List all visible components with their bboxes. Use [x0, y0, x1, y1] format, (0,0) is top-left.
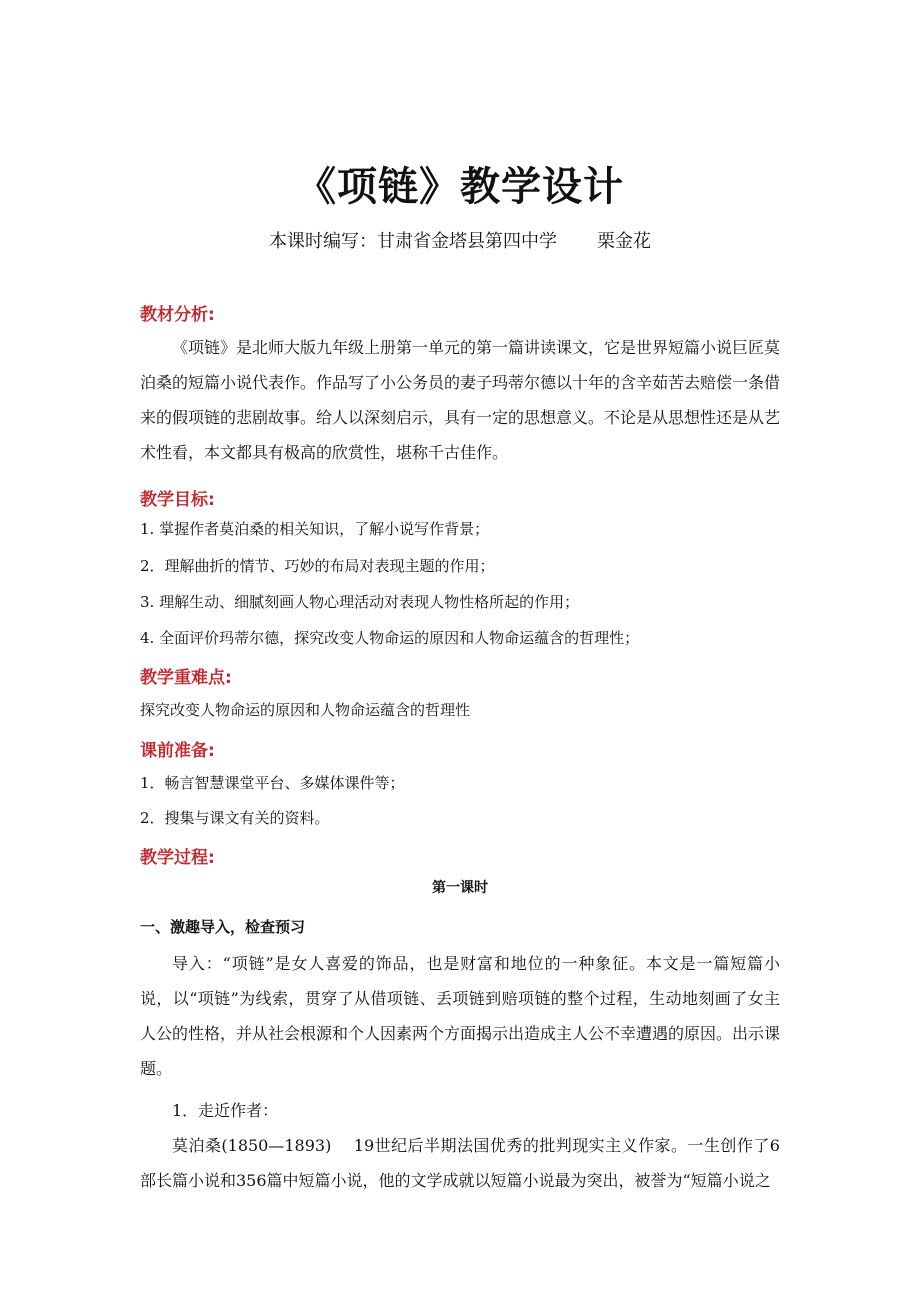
key-points-heading: 教学重难点: — [140, 668, 232, 688]
lesson-label: 第一课时 — [432, 880, 488, 896]
preparation-item: 2．搜集与课文有关的资料。 — [140, 809, 330, 827]
author-line — [0, 227, 920, 253]
goals-heading: 教学目标: — [140, 490, 215, 510]
intro-paragraph: 导入：“项链”是女人喜爱的饰品，也是财富和地位的一种象征。本文是一篇短篇小说，以“项链”为线索，贯穿了从借项链、丢项链到赔项链的整个过程，生动地刻画了女主人公的性格，并从社会根源和个人因素两个方面揭示出造成主人公不幸遭遇的原因。出示课题。 — [140, 954, 781, 1078]
author-school: 本课时编写：甘肃省金塔县第四中学 — [269, 231, 557, 252]
goal-item: 1. 掌握作者莫泊桑的相关知识，了解小说写作背景； — [140, 520, 490, 538]
process-heading: 教学过程: — [140, 848, 215, 868]
analysis-paragraph: 《项链》是北师大版九年级上册第一单元的第一篇讲读课文，它是世界短篇小说巨匠莫泊桑的短篇小说代表作。作品写了小公务员的妻子玛蒂尔德以十年的含辛茹苦去赔偿一条借来的假项链的悲剧故事。给人以深刻启示，具有一定的思想意义。不论是从思想性还是从艺术性看，本文都具有极高的欣赏性，堪称千古佳作。 — [140, 338, 781, 462]
key-points-text: 探究改变人物命运的原因和人物命运蕴含的哲理性 — [140, 701, 471, 719]
goal-item: 2．理解曲折的情节、巧妙的布局对表现主题的作用； — [140, 557, 495, 575]
document-title: 《项链》教学设计 — [296, 164, 624, 210]
author-name: 栗金花 — [597, 231, 651, 252]
analysis-heading: 教材分析: — [140, 305, 215, 325]
preparation-item: 1．畅言智慧课堂平台、多媒体课件等； — [140, 774, 405, 792]
step-label: 1．走近作者： — [172, 1101, 279, 1120]
step-subheading: 一、激趣导入，检查预习 — [140, 918, 306, 936]
preparation-heading: 课前准备: — [140, 741, 215, 761]
goal-item: 4. 全面评价玛蒂尔德，探究改变人物命运的原因和人物命运蕴含的哲理性； — [140, 629, 640, 647]
goal-item: 3. 理解生动、细腻刻画人物心理活动对表现人物性格所起的作用； — [140, 593, 580, 611]
author-bio-paragraph: 莫泊桑(1850—1893) 19世纪后半期法国优秀的批判现实主义作家。一生创作了6部长篇小说和356篇中短篇小说，他的文学成就以短篇小说最为突出，被誉为“短篇小说之 — [140, 1136, 780, 1190]
